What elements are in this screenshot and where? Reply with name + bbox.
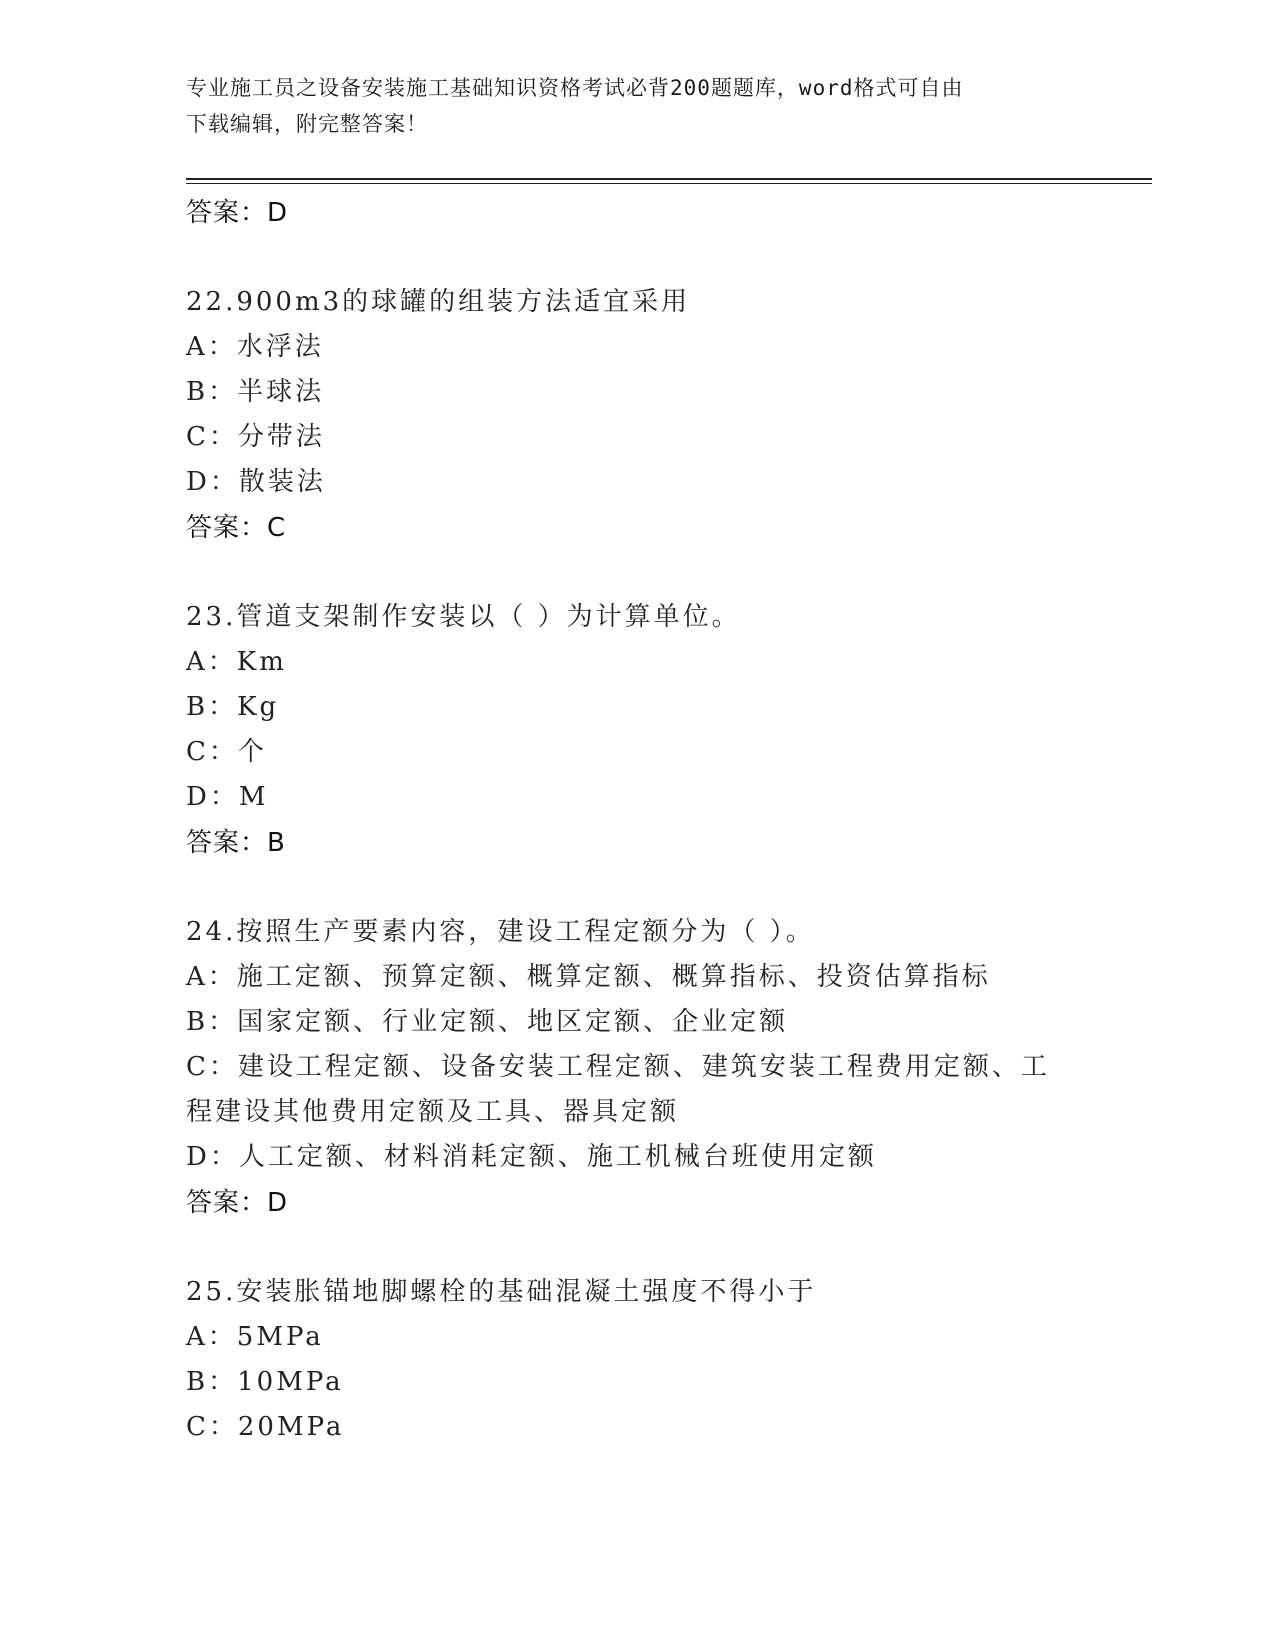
question-stem: 22.900m3的球罐的组装方法适宜采用: [186, 287, 691, 317]
question-stem: 24.按照生产要素内容，建设工程定额分为（ ）。: [186, 917, 815, 947]
question-24: [186, 910, 1086, 1226]
option-d: D：散装法: [186, 467, 326, 497]
question-stem: 25.安装胀锚地脚螺栓的基础混凝土强度不得小于: [186, 1277, 817, 1307]
answer-line: 答案：B: [186, 828, 286, 858]
option-d: D：M: [186, 782, 269, 812]
answer-line: 答案：C: [186, 513, 287, 543]
header-line-2: 下载编辑，附完整答案！: [186, 112, 428, 136]
option-b: B：10MPa: [186, 1367, 344, 1397]
document-header: [186, 70, 1066, 142]
option-b: B：国家定额、行业定额、地区定额、企业定额: [186, 1007, 789, 1037]
option-b: B：半球法: [186, 377, 325, 407]
header-line-1: 专业施工员之设备安装施工基础知识资格考试必背200题题库，word格式可自由: [186, 76, 964, 100]
option-c: C：个: [186, 737, 267, 767]
option-c: C：20MPa: [186, 1412, 345, 1442]
header-divider-thin: [186, 183, 1152, 184]
answer-line: 答案：D: [186, 198, 289, 228]
question-stem: 23.管道支架制作安装以（ ）为计算单位。: [186, 602, 741, 632]
question-25: [186, 1270, 1086, 1450]
option-b: B：Kg: [186, 692, 280, 722]
option-a: A：施工定额、预算定额、概算定额、概算指标、投资估算指标: [186, 962, 991, 992]
option-a: A：5MPa: [186, 1322, 324, 1352]
question-23: [186, 595, 1086, 866]
option-c: C：分带法: [186, 422, 325, 452]
question-list: [186, 190, 1086, 1450]
answer-line: 答案：D: [186, 1188, 289, 1218]
option-a: A：水浮法: [186, 332, 324, 362]
option-c: C：建设工程定额、设备安装工程定额、建筑安装工程费用定额、工程建设其他费用定额及工具、器具定额: [186, 1052, 1050, 1127]
option-a: A：Km: [186, 647, 287, 677]
option-d: D：人工定额、材料消耗定额、施工机械台班使用定额: [186, 1142, 877, 1172]
header-divider-thick: [186, 178, 1152, 180]
question-22: [186, 280, 1086, 551]
